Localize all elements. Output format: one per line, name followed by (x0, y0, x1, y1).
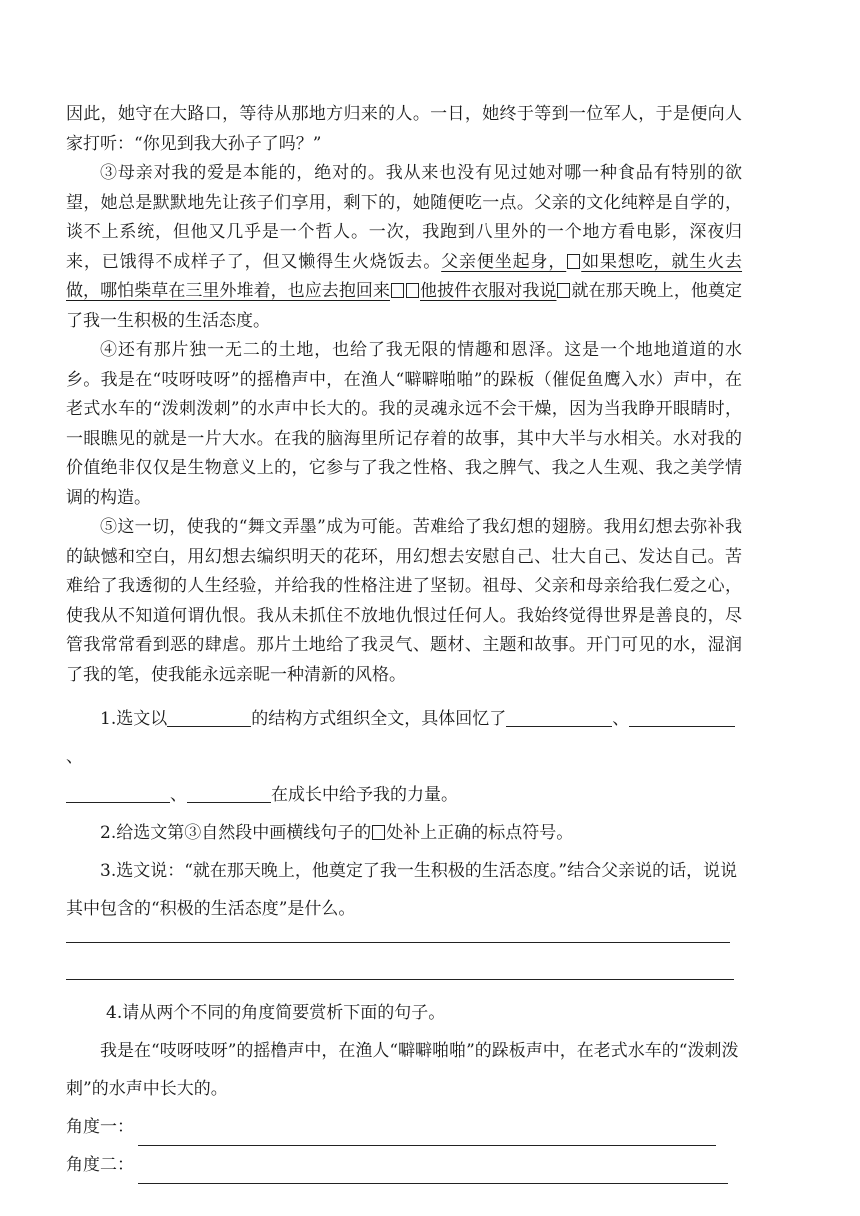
question-2 (66, 814, 742, 852)
angle-2-label: 角度二： (66, 1155, 134, 1175)
p3-text-a: ③母亲对我的爱是本能的，绝对的。我从来也没有见过她对哪一种食品有特别的欲望，她总是默默地先让孩子们享用，剩下的，她随便吃一点。父亲的文化纯粹是自学的，谈不上系统，但他又几乎是一个哲人。一次，我跑到八里外的一个地方看电影，深夜归来，已饿得不成样子了，但又懒得生火烧饭去。 (66, 163, 742, 272)
question-1-cont (66, 776, 742, 814)
q1-sep-3: 、 (170, 785, 187, 805)
punctuation-box-3[interactable] (406, 283, 419, 298)
q2-text-a: 2.给选文第③自然段中画横线句子的 (100, 823, 372, 843)
q1-text-a: 1.选文以 (100, 709, 168, 729)
q1-blank-2[interactable] (629, 708, 735, 727)
q1-sep-1: 、 (612, 709, 630, 729)
q4-sentence: 我是在“吱呀吱呀”的摇橹声中，在渔人“噼噼啪啪”的跺板声中，在老式水车的“泼刺泼刺”的水声中长大的。 (66, 1041, 739, 1099)
questions-section (66, 700, 742, 1184)
q2-text-b: 处补上正确的标点符号。 (386, 823, 574, 843)
question-3: 3.选文说：“就在那天晚上，他奠定了我一生积极的生活态度。”结合父亲说的话，说说其中包含的“积极的生活态度”是什么。 (66, 861, 738, 919)
angle-1-answer-line[interactable] (138, 1121, 716, 1146)
punctuation-box-2[interactable] (391, 283, 404, 298)
angle-1-row (66, 1108, 716, 1146)
p3-underline-3: 他披件衣服对我说 (420, 281, 557, 301)
angle-1-label: 角度一： (66, 1117, 134, 1137)
q1-blank-1[interactable] (506, 708, 612, 727)
q1-blank-4[interactable] (187, 784, 271, 803)
q1-sep-2: 、 (66, 747, 83, 767)
q1-text-b: 的结构方式组织全文，具体回忆了 (251, 709, 507, 729)
punctuation-box-1[interactable] (567, 254, 580, 269)
question-1 (66, 700, 742, 776)
q1-text-c: 在成长中给予我的力量。 (271, 785, 458, 805)
q1-blank-structure[interactable] (167, 708, 251, 727)
q2-box-icon (372, 825, 385, 840)
p3-underline-2: 如果想吃，就生火去做，哪怕柴草在三里外堆着，也应去抱回来 (66, 251, 743, 301)
q1-blank-3[interactable] (66, 784, 170, 803)
p3-underline-1: 父亲便坐起身， (441, 251, 567, 272)
p3-text-b: 就在那天晚上，他奠定了我一生积极的生活态度。 (66, 281, 743, 331)
passage-paragraph-3 (66, 159, 742, 336)
angle-2-row (66, 1146, 728, 1184)
punctuation-box-4[interactable] (557, 283, 570, 298)
passage-paragraph-4: ④还有那片独一无二的土地，也给了我无限的情趣和恩泽。这是一个地地道道的水乡。我是在“吱呀吱呀”的摇橹声中，在渔人“噼噼啪啪”的跺板（催促鱼鹰入水）声中，在老式水车的“泼刺泼刺”的水声中长大的。我的灵魂永远不会干燥，因为当我睁开眼睛时，一眼瞧见的就是一片大水。在我的脑海里所记存着的故事，其中大半与水相关。水对我的价值绝非仅仅是生物意义上的，它参与了我之性格、我之脾气、我之人生观、我之美学情调的构造。 (66, 340, 742, 508)
passage-intro: 因此，她守在大路口，等待从那地方归来的人。一日，她终于等到一位军人，于是便向人家打听：“你见到我大孙子了吗？” (66, 104, 742, 154)
angle-2-answer-line[interactable] (138, 1159, 728, 1184)
question-4: 4.请从两个不同的角度简要赏析下面的句子。 (106, 1003, 446, 1023)
worksheet-page (66, 100, 742, 1184)
passage-paragraph-5: ⑤这一切，使我的“舞文弄墨”成为可能。苦难给了我幻想的翅膀。我用幻想去弥补我的缺憾和空白，用幻想去编织明天的花环，用幻想去安慰自己、壮大自己、发达自己。苦难给了我透彻的人生经验，并给我的性格注进了坚韧。祖母、父亲和母亲给我仁爱之心，使我从不知道何谓仇恨。我从未抓住不放地仇恨过任何人。我始终觉得世界是善良的，尽管我常常看到恶的肆虐。那片土地给了我灵气、题材、主题和故事。开门可见的水，湿润了我的笔，使我能永远亲昵一种清新的风格。 (66, 517, 742, 685)
